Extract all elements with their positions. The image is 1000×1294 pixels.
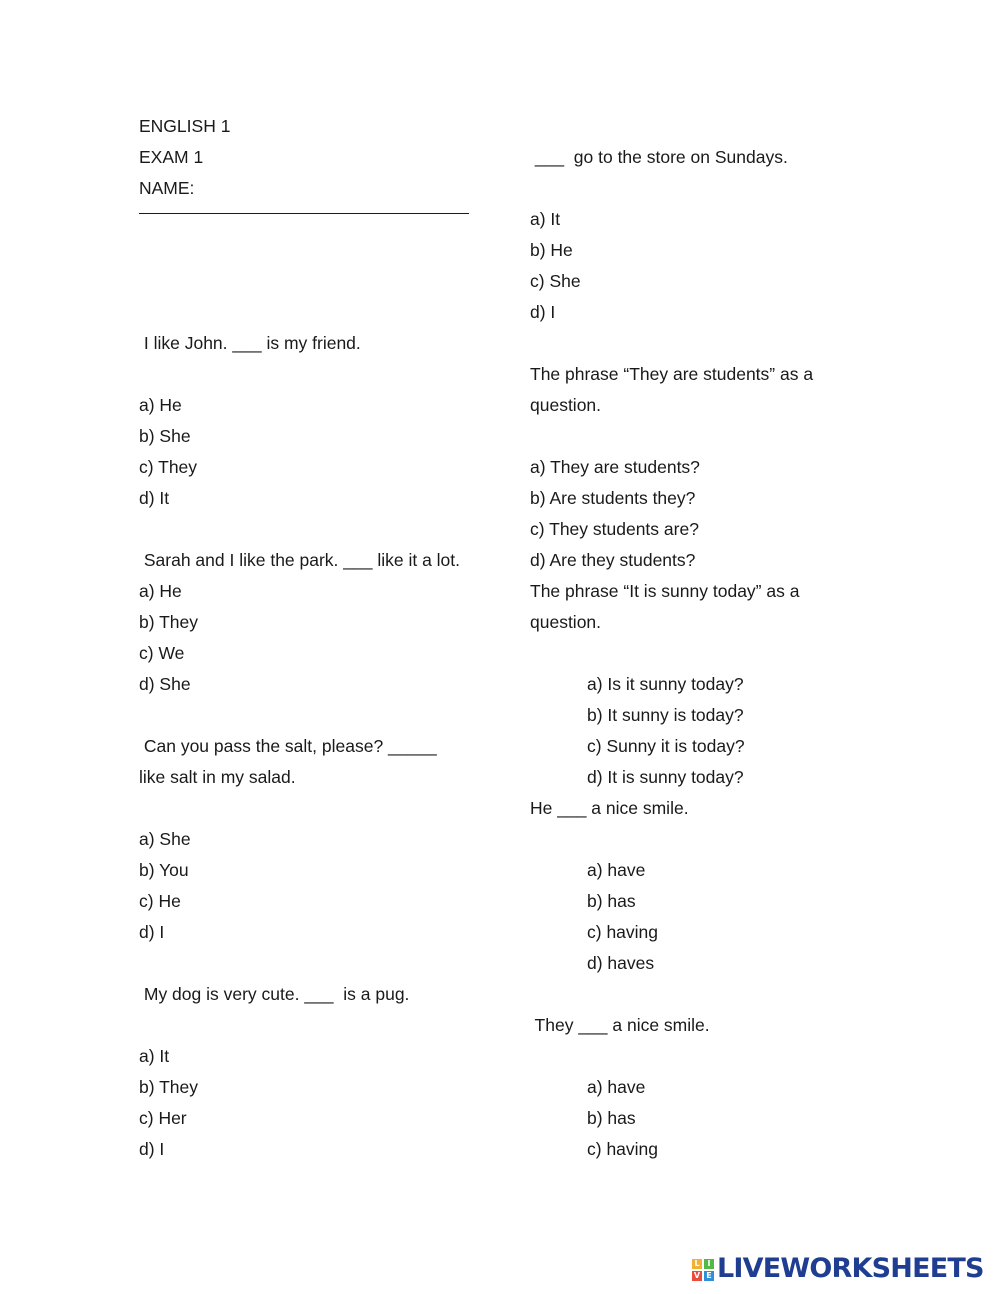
option: b) Are students they? [530, 488, 696, 508]
question-prompt: I like John. ___ is my friend. [139, 333, 361, 353]
option: c) Sunny it is today? [587, 736, 745, 756]
option: b) It sunny is today? [587, 705, 744, 725]
option: d) It is sunny today? [587, 767, 744, 787]
option: a) She [139, 829, 191, 849]
liveworksheets-logo-mark [692, 1259, 714, 1281]
option: a) have [587, 860, 646, 880]
option: b) has [587, 1108, 636, 1128]
option: a) It [530, 209, 561, 229]
question-prompt: My dog is very cute. ___ is a pug. [139, 984, 410, 1004]
option: d) haves [587, 953, 655, 973]
option: c) They [139, 457, 198, 477]
option: a) Is it sunny today? [587, 674, 744, 694]
logo-mark-letter: V [693, 1271, 701, 1280]
course-title: ENGLISH 1 [139, 116, 231, 136]
name-label: NAME: [139, 178, 195, 198]
option: d) I [530, 302, 556, 322]
option: b) They [139, 1077, 199, 1097]
option: c) We [139, 643, 185, 663]
question-prompt: They ___ a nice smile. [530, 1015, 710, 1035]
option: d) She [139, 674, 191, 694]
question-prompt: like salt in my salad. [139, 767, 296, 787]
question-prompt: Sarah and I like the park. ___ like it a lot. [139, 550, 461, 570]
exam-title: EXAM 1 [139, 147, 204, 167]
option: b) They [139, 612, 199, 632]
question-prompt: ___ go to the store on Sundays. [530, 147, 788, 167]
question-prompt: question. [530, 395, 602, 415]
option: c) They students are? [530, 519, 699, 539]
logo-text: LIVEWORKSHEETS [717, 1253, 984, 1284]
option: c) Her [139, 1108, 187, 1128]
logo-mark-letter: E [704, 1271, 714, 1281]
option: a) They are students? [530, 457, 700, 477]
option: b) He [530, 240, 573, 260]
option: a) have [587, 1077, 646, 1097]
option: c) having [587, 922, 659, 942]
name-blank-line [139, 213, 469, 214]
question-prompt: He ___ a nice smile. [530, 798, 689, 818]
question-prompt: The phrase “They are students” as a [530, 364, 814, 384]
option: a) He [139, 581, 182, 601]
option: c) She [530, 271, 581, 291]
question-prompt: The phrase “It is sunny today” as a [530, 581, 800, 601]
logo-mark-letter: L [692, 1259, 702, 1269]
logo-mark-letter: I [704, 1259, 714, 1269]
option: b) She [139, 426, 191, 446]
question-prompt: Can you pass the salt, please? _____ [139, 736, 437, 756]
option: a) He [139, 395, 182, 415]
option: c) having [587, 1139, 659, 1159]
option: d) I [139, 1139, 165, 1159]
option: d) Are they students? [530, 550, 696, 570]
option: d) I [139, 922, 165, 942]
option: d) It [139, 488, 170, 508]
question-prompt: question. [530, 612, 602, 632]
option: c) He [139, 891, 181, 911]
option: b) You [139, 860, 189, 880]
liveworksheets-logo [692, 1252, 984, 1286]
option: a) It [139, 1046, 170, 1066]
option: b) has [587, 891, 636, 911]
